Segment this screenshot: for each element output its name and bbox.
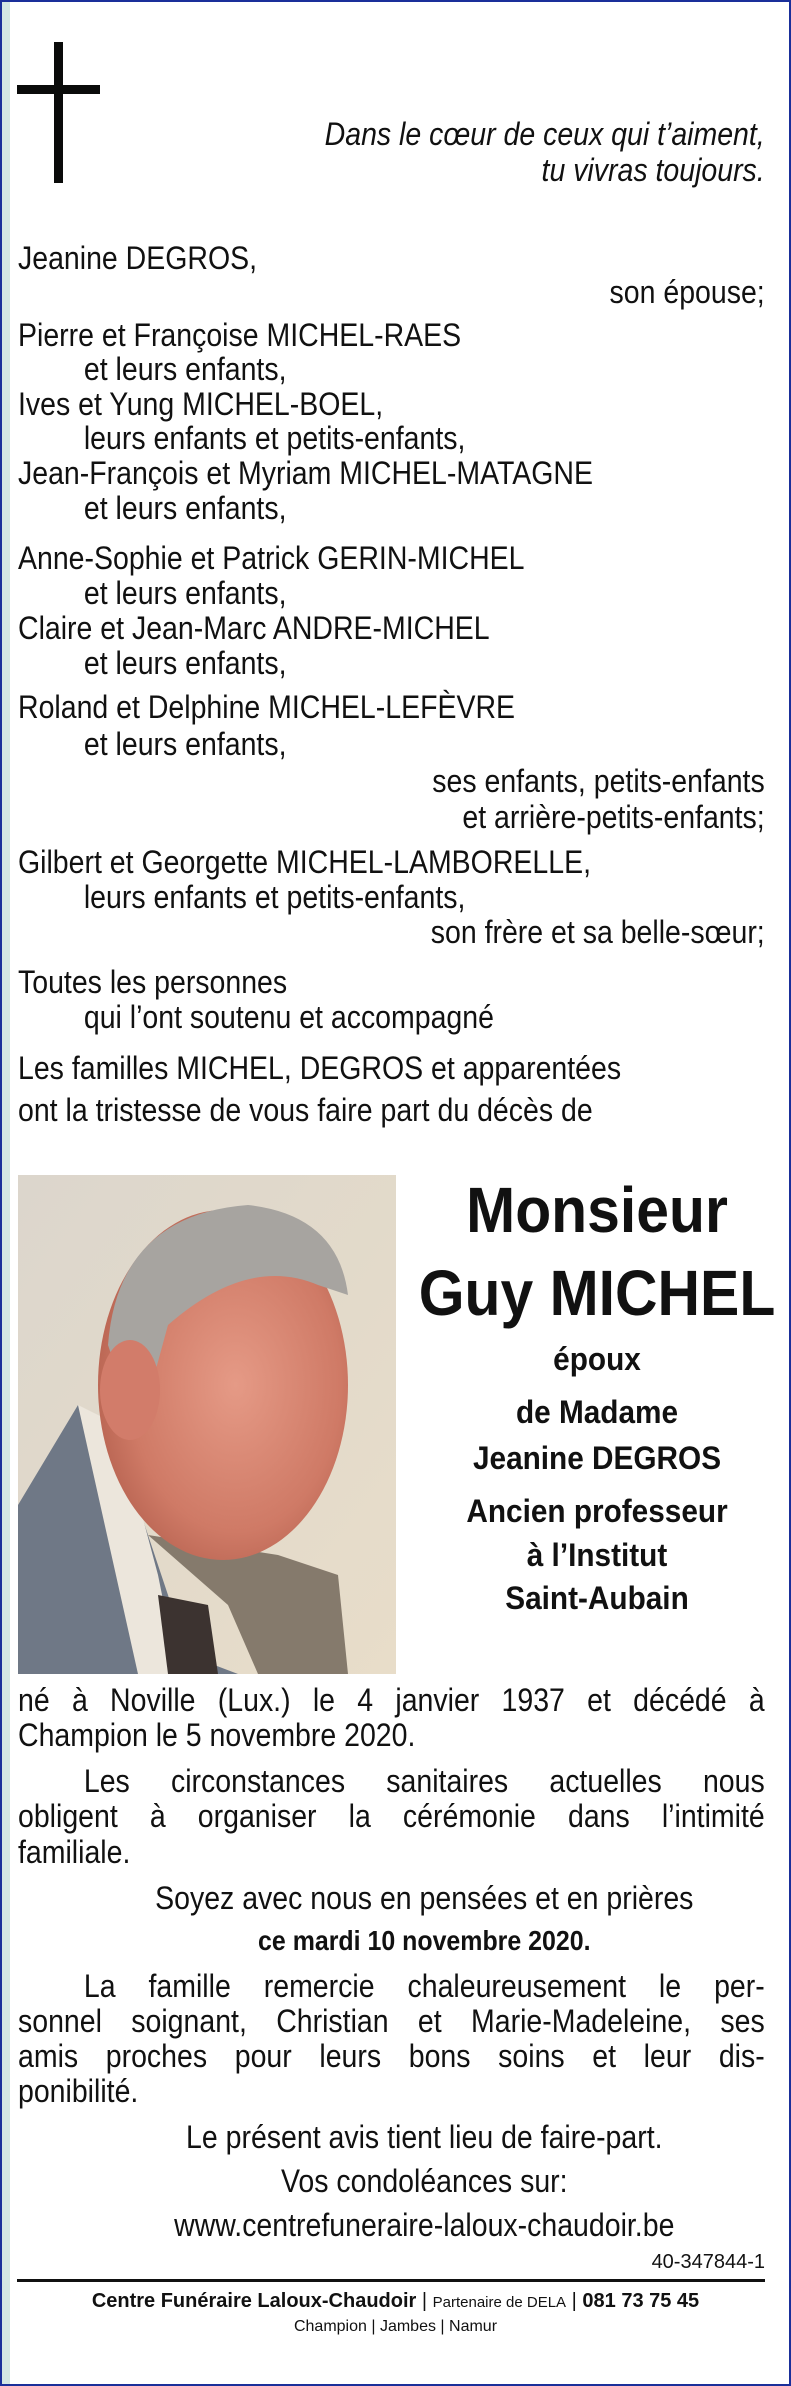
family-line: Les familles MICHEL, DEGROS et apparentées bbox=[18, 1050, 622, 1086]
deceased-title: Monsieur bbox=[466, 1174, 728, 1246]
family-line: qui l’ont soutenu et accompagné bbox=[83, 999, 494, 1035]
deceased-detail: époux bbox=[553, 1341, 641, 1377]
motto-line: Dans le cœur de ceux qui t’aiment, bbox=[324, 116, 765, 152]
footer-company-line bbox=[0, 2290, 791, 2313]
ceremony-date: ce mardi 10 novembre 2020. bbox=[258, 1925, 591, 1956]
reference-number: 40-347844-1 bbox=[651, 2251, 765, 2273]
deceased-photo bbox=[18, 1175, 396, 1674]
family-line: leurs enfants et petits-enfants, bbox=[83, 420, 466, 456]
family-line: Jeanine DEGROS, bbox=[18, 240, 258, 276]
family-line: son épouse; bbox=[609, 274, 765, 310]
family-line: et arrière-petits-enfants; bbox=[462, 799, 765, 835]
body-line: Le présent avis tient lieu de faire-part. bbox=[186, 2119, 663, 2155]
body-line: Vos condoléances sur: bbox=[280, 2163, 568, 2199]
family-line: Toutes les personnes bbox=[18, 964, 288, 1000]
family-line: Pierre et Françoise MICHEL-RAES bbox=[18, 317, 462, 353]
family-line: et leurs enfants, bbox=[83, 575, 287, 611]
partner-text: Partenaire de DELA bbox=[432, 2294, 567, 2311]
deceased-detail: Jeanine DEGROS bbox=[472, 1440, 722, 1476]
body-line: Champion le 5 novembre 2020. bbox=[18, 1717, 416, 1753]
body-line: sonnel soignant, Christian et Marie-Madeleine, ses bbox=[18, 2004, 765, 2039]
company-name: Centre Funéraire Laloux-Chaudoir bbox=[91, 2290, 417, 2312]
family-line: Gilbert et Georgette MICHEL-LAMBORELLE, bbox=[18, 844, 591, 880]
family-line: Roland et Delphine MICHEL-LEFÈVRE bbox=[18, 689, 516, 725]
family-line: ont la tristesse de vous faire part du décès de bbox=[18, 1092, 593, 1128]
body-line: obligent à organiser la cérémonie dans l’intimité bbox=[18, 1799, 765, 1834]
family-line: Jean-François et Myriam MICHEL-MATAGNE bbox=[18, 455, 593, 491]
deceased-detail: de Madame bbox=[515, 1394, 679, 1430]
family-line: Claire et Jean-Marc ANDRE-MICHEL bbox=[18, 610, 490, 646]
family-line: Ives et Yung MICHEL-BOEL, bbox=[18, 386, 384, 422]
condolences-link[interactable]: www.centrefuneraire-laloux-chaudoir.be bbox=[174, 2207, 675, 2243]
motto-line: tu vivras toujours. bbox=[541, 152, 765, 188]
body-line: ponibilité. bbox=[18, 2073, 139, 2109]
separator: | bbox=[571, 2290, 577, 2312]
footer-divider bbox=[17, 2279, 765, 2282]
family-line: et leurs enfants, bbox=[83, 726, 287, 762]
body-line: Soyez avec nous en pensées et en prières bbox=[155, 1880, 694, 1916]
family-line: et leurs enfants, bbox=[83, 351, 287, 387]
deceased-name: Guy MICHEL bbox=[418, 1257, 776, 1329]
body-line: familiale. bbox=[18, 1834, 131, 1870]
body-line: La famille remercie chaleureusement le per- bbox=[83, 1969, 765, 2004]
family-line: et leurs enfants, bbox=[83, 490, 287, 526]
deceased-detail: Ancien professeur bbox=[466, 1493, 728, 1529]
left-strip bbox=[2, 2, 10, 2384]
deceased-detail: à l’Institut bbox=[526, 1537, 668, 1573]
family-line: leurs enfants et petits-enfants, bbox=[83, 879, 466, 915]
phone-number: 081 73 75 45 bbox=[582, 2290, 700, 2312]
body-line: amis proches pour leurs bons soins et leur dis- bbox=[18, 2039, 765, 2074]
family-line: ses enfants, petits-enfants bbox=[432, 763, 765, 799]
body-line: né à Noville (Lux.) le 4 janvier 1937 et décédé à bbox=[18, 1683, 765, 1718]
separator: | bbox=[421, 2290, 428, 2312]
cross-horizontal bbox=[17, 85, 100, 94]
footer-locations: Champion | Jambes | Namur bbox=[293, 2318, 498, 2335]
family-line: son frère et sa belle-sœur; bbox=[430, 914, 765, 950]
family-line: et leurs enfants, bbox=[83, 645, 287, 681]
body-line: Les circonstances sanitaires actuelles nous bbox=[83, 1764, 765, 1799]
family-line: Anne-Sophie et Patrick GERIN-MICHEL bbox=[18, 540, 525, 576]
deceased-detail: Saint-Aubain bbox=[505, 1580, 689, 1616]
